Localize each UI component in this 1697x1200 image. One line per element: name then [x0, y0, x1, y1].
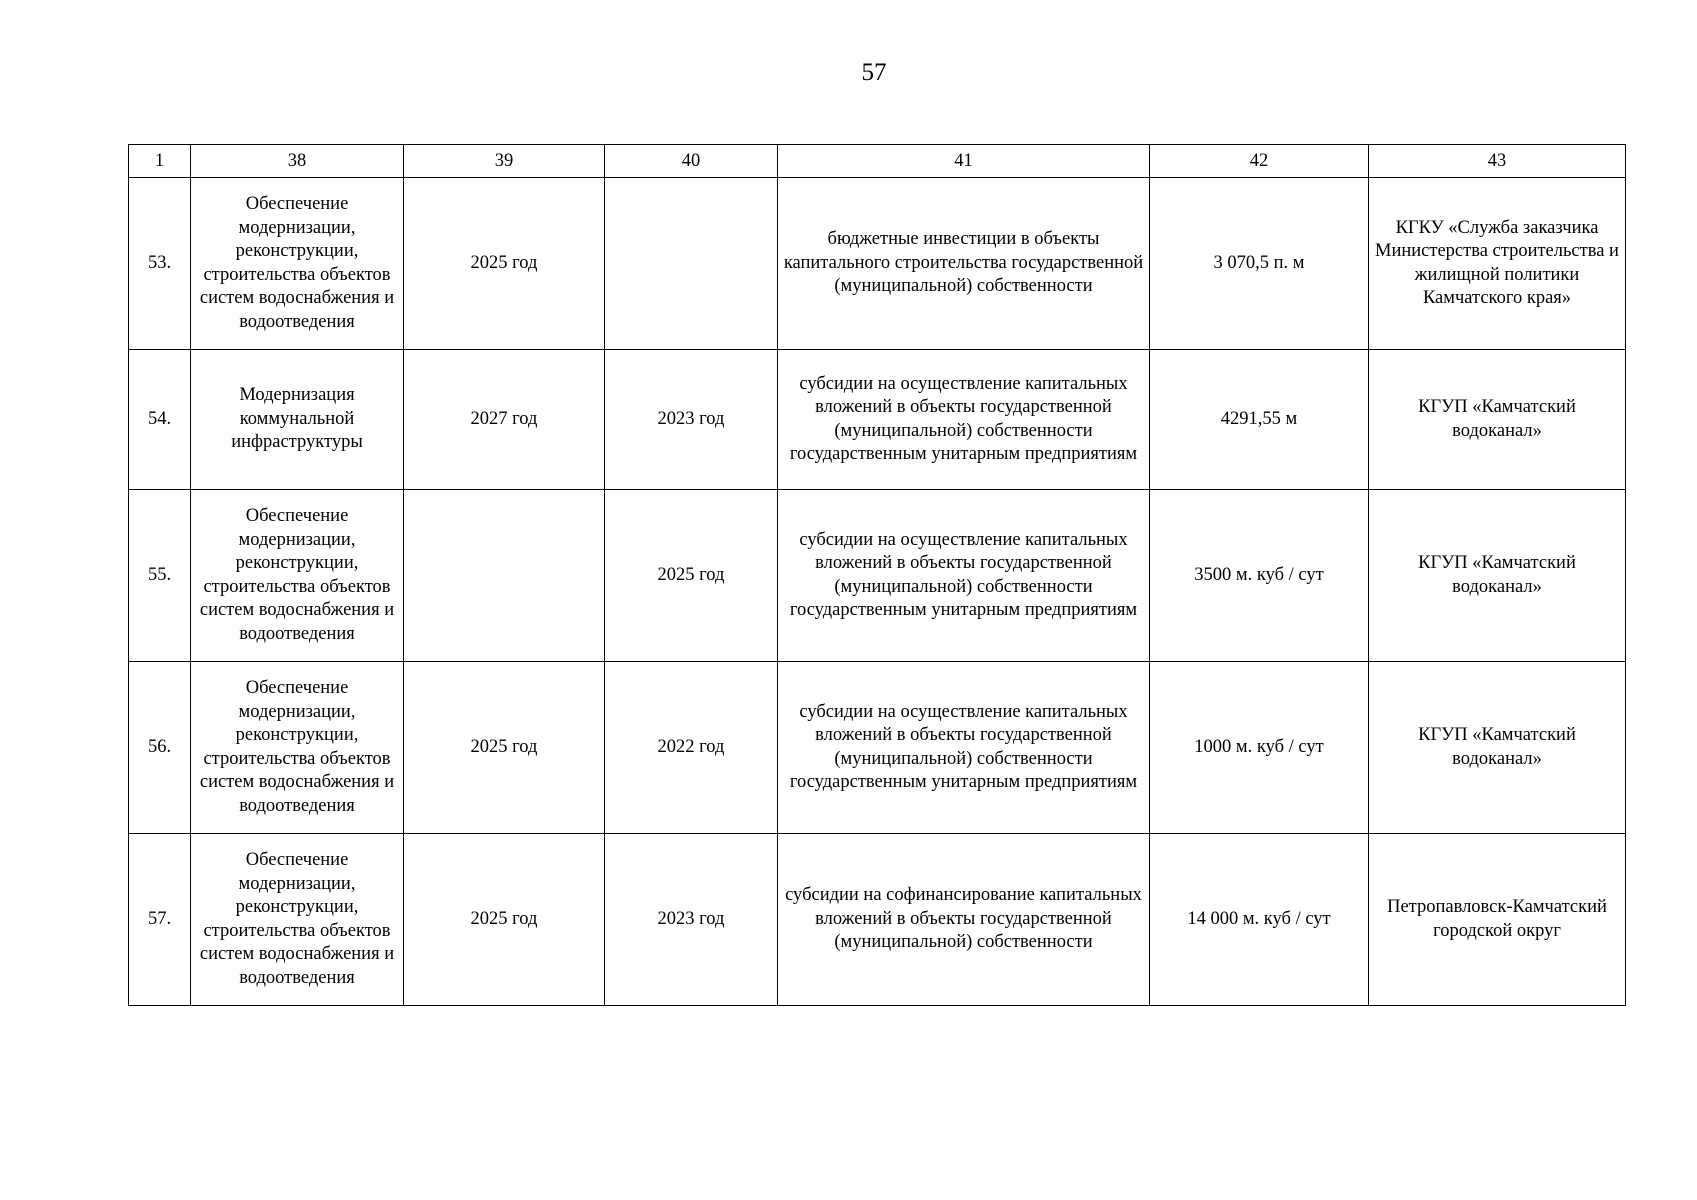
customer: КГУП «Камчатский водоканал»	[1369, 490, 1626, 662]
capacity: 14 000 м. куб / сут	[1150, 834, 1369, 1006]
header-row	[129, 145, 1626, 178]
customer: КГУП «Камчатский водоканал»	[1369, 662, 1626, 834]
year-40: 2025 год	[605, 490, 778, 662]
row-number: 55.	[129, 490, 191, 662]
year-39: 2025 год	[404, 662, 605, 834]
capacity: 4291,55 м	[1150, 350, 1369, 490]
header-cell-43: 43	[1369, 145, 1626, 178]
header-cell-42: 42	[1150, 145, 1369, 178]
funding-type: субсидии на осуществление капитальных вложений в объекты государственной (муниципальной) собственности государственным унитарным предприятиям	[778, 350, 1150, 490]
year-40: 2023 год	[605, 350, 778, 490]
object-name: Модернизация коммунальной инфраструктуры	[191, 350, 404, 490]
year-40: 2023 год	[605, 834, 778, 1006]
header-cell-40: 40	[605, 145, 778, 178]
funding-type: субсидии на осуществление капитальных вложений в объекты государственной (муниципальной) собственности государственным унитарным предприятиям	[778, 490, 1150, 662]
object-name: Обеспечение модернизации, реконструкции, строительства объектов систем водоснабжения и водоотведения	[191, 178, 404, 350]
object-name: Обеспечение модернизации, реконструкции, строительства объектов систем водоснабжения и водоотведения	[191, 662, 404, 834]
row-number: 54.	[129, 350, 191, 490]
year-39: 2027 год	[404, 350, 605, 490]
capacity: 3500 м. куб / сут	[1150, 490, 1369, 662]
table-row	[129, 350, 1626, 490]
capacity: 3 070,5 п. м	[1150, 178, 1369, 350]
document-table	[128, 144, 1626, 1006]
object-name: Обеспечение модернизации, реконструкции, строительства объектов систем водоснабжения и водоотведения	[191, 834, 404, 1006]
row-number: 56.	[129, 662, 191, 834]
customer: Петропавловск-Камчатский городской округ	[1369, 834, 1626, 1006]
table-row	[129, 490, 1626, 662]
customer: КГКУ «Служба заказчика Министерства строительства и жилищной политики Камчатского края»	[1369, 178, 1626, 350]
table-row	[129, 834, 1626, 1006]
header-cell-38: 38	[191, 145, 404, 178]
year-40	[605, 178, 778, 350]
year-39: 2025 год	[404, 178, 605, 350]
year-40: 2022 год	[605, 662, 778, 834]
capacity: 1000 м. куб / сут	[1150, 662, 1369, 834]
page-number: 57	[861, 59, 887, 86]
header-cell-1: 1	[129, 145, 191, 178]
customer: КГУП «Камчатский водоканал»	[1369, 350, 1626, 490]
row-number: 57.	[129, 834, 191, 1006]
object-name: Обеспечение модернизации, реконструкции, строительства объектов систем водоснабжения и водоотведения	[191, 490, 404, 662]
header-cell-39: 39	[404, 145, 605, 178]
row-number: 53.	[129, 178, 191, 350]
year-39: 2025 год	[404, 834, 605, 1006]
funding-type: бюджетные инвестиции в объекты капитального строительства государственной (муниципальной) собственности	[778, 178, 1150, 350]
funding-type: субсидии на осуществление капитальных вложений в объекты государственной (муниципальной) собственности государственным унитарным предприятиям	[778, 662, 1150, 834]
table-row	[129, 178, 1626, 350]
year-39	[404, 490, 605, 662]
header-cell-41: 41	[778, 145, 1150, 178]
table-row	[129, 662, 1626, 834]
funding-type: субсидии на софинансирование капитальных вложений в объекты государственной (муниципальной) собственности	[778, 834, 1150, 1006]
